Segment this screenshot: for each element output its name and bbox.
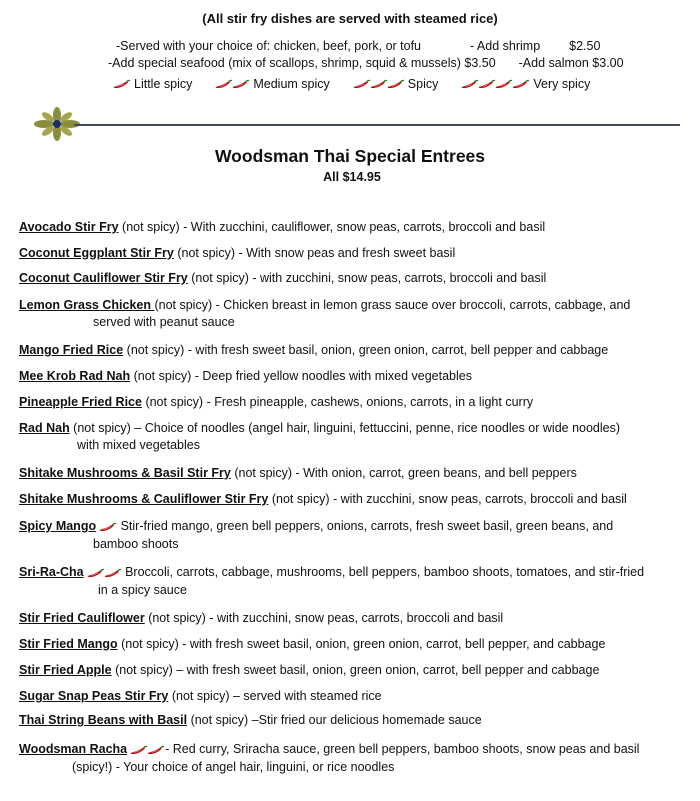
- menu-item: [19, 368, 689, 385]
- menu-item-description: (not spicy) – Choice of noodles (angel hair, linguini, fettuccini, penne, rice noodles or wide noodles): [69, 421, 621, 435]
- protein-options-line: [116, 39, 600, 53]
- menu-item-description: (not spicy) - With onion, carrot, green beans, and bell peppers: [230, 466, 577, 480]
- add-seafood: -Add special seafood (mix of scallops, shrimp, squid & mussels) $3.50: [108, 56, 496, 70]
- menu-item: [19, 394, 689, 411]
- menu-item: [19, 420, 689, 454]
- menu-item-name: Sugar Snap Peas Stir Fry: [19, 689, 169, 703]
- spice-level-3: [352, 77, 439, 91]
- menu-item-name: Woodsman Racha: [19, 742, 128, 756]
- menu-item-description: - Red curry, Sriracha sauce, green bell peppers, bamboo shoots, snow peas and basil: [165, 742, 640, 756]
- divider-line: [74, 124, 680, 126]
- menu-item: [19, 636, 689, 653]
- menu-item-description: (not spicy) - with fresh sweet basil, onion, green onion, carrot, bell pepper, and cabbage: [117, 637, 606, 651]
- menu-item: [19, 270, 689, 287]
- spice-level-2: [214, 77, 329, 91]
- menu-item-description: (not spicy) - Chicken breast in lemon grass sauce over broccoli, carrots, cabbage, and: [154, 298, 631, 312]
- menu-item: [19, 688, 689, 705]
- menu-item-name: Shitake Mushrooms & Cauliflower Stir Fry: [19, 492, 269, 506]
- chili-pepper-icon: [112, 79, 131, 90]
- menu-item: [19, 518, 689, 553]
- menu-item-description: (not spicy) - Deep fried yellow noodles with mixed vegetables: [130, 369, 472, 383]
- menu-item-description: (not spicy) - Fresh pineapple, cashews, onions, carrots, in a light curry: [141, 395, 534, 409]
- menu-item-description-continued: (spicy!) - Your choice of angel hair, linguini, or rice noodles: [72, 760, 395, 774]
- section-divider: [34, 107, 680, 141]
- spice-level-label: Spicy: [407, 77, 439, 91]
- menu-item-name: Thai String Beans with Basil: [19, 713, 188, 727]
- menu-item-description-continued: bamboo shoots: [93, 537, 179, 551]
- menu-item: [19, 245, 689, 262]
- menu-item: [19, 219, 689, 236]
- spice-indicator: [98, 519, 115, 536]
- spice-level-4: [460, 77, 590, 91]
- menu-item: [19, 297, 689, 331]
- menu-item-name: Lemon Grass Chicken: [19, 298, 155, 312]
- menu-item-description: (not spicy) –Stir fried our delicious homemade sauce: [187, 713, 482, 727]
- menu-item: [19, 491, 689, 508]
- menu-item-name: Spicy Mango: [19, 519, 97, 533]
- menu-item-description: Stir-fried mango, green bell peppers, onions, carrots, fresh sweet basil, green beans, and: [117, 519, 614, 533]
- menu-item-description-continued: with mixed vegetables: [77, 438, 200, 452]
- add-shrimp-label: - Add shrimp: [469, 39, 541, 53]
- chili-pepper-icon: [98, 522, 117, 533]
- menu-item-description: (not spicy) - with zucchini, snow peas, carrots, broccoli and basil: [187, 271, 547, 285]
- menu-item: [19, 662, 689, 679]
- menu-item-description: (not spicy) – served with steamed rice: [168, 689, 382, 703]
- menu-item-name: Mee Krob Rad Nah: [19, 369, 131, 383]
- menu-item-name: Pineapple Fried Rice: [19, 395, 142, 409]
- chili-pepper-icon: [146, 745, 165, 756]
- spice-level-label: Little spicy: [134, 77, 193, 91]
- menu-item: [19, 564, 689, 599]
- menu-item-description: (not spicy) - with zucchini, snow peas, carrots, broccoli and basil: [144, 611, 504, 625]
- spice-indicator: [129, 742, 163, 759]
- menu-item-description: (not spicy) - with zucchini, snow peas, carrots, broccoli and basil: [268, 492, 627, 506]
- menu-item: [19, 741, 689, 776]
- spice-level-1: [112, 77, 192, 91]
- menu-item-name: Sri-Ra-Cha: [19, 565, 84, 579]
- menu-item-description-continued: in a spicy sauce: [98, 583, 187, 597]
- menu-item-name: Shitake Mushrooms & Basil Stir Fry: [19, 466, 231, 480]
- menu-item-description: (not spicy) - With zucchini, cauliflower, snow peas, carrots, broccoli and basil: [118, 220, 546, 234]
- spice-legend: [112, 77, 612, 91]
- menu-item-name: Stir Fried Apple: [19, 663, 112, 677]
- spice-indicator: [86, 565, 120, 582]
- spice-level-label: Very spicy: [533, 77, 591, 91]
- chili-pepper-icon: [103, 568, 122, 579]
- menu-item-name: Avocado Stir Fry: [19, 220, 119, 234]
- menu-item-description: Broccoli, carrots, cabbage, mushrooms, bell peppers, bamboo shoots, tomatoes, and stir-fried: [121, 565, 645, 579]
- menu-item-description: (not spicy) - with fresh sweet basil, onion, green onion, carrot, bell pepper and cabbage: [123, 343, 609, 357]
- menu-item-name: Coconut Cauliflower Stir Fry: [19, 271, 188, 285]
- menu-item: [19, 610, 689, 627]
- menu-item-name: Mango Fried Rice: [19, 343, 124, 357]
- menu-item-description: (not spicy) - With snow peas and fresh sweet basil: [173, 246, 456, 260]
- menu-item-name: Rad Nah: [19, 421, 70, 435]
- section-price: All $14.95: [323, 170, 381, 184]
- spice-level-label: Medium spicy: [253, 77, 330, 91]
- menu-item-name: Coconut Eggplant Stir Fry: [19, 246, 174, 260]
- menu-item-name: Stir Fried Cauliflower: [19, 611, 145, 625]
- menu-item-name: Stir Fried Mango: [19, 637, 118, 651]
- menu-item: [19, 342, 689, 359]
- protein-choices: -Served with your choice of: chicken, beef, pork, or tofu: [116, 39, 422, 53]
- section-title: Woodsman Thai Special Entrees: [214, 146, 486, 166]
- rice-note: (All stir fry dishes are served with steamed rice): [202, 11, 498, 26]
- seafood-options-line: [108, 56, 624, 70]
- chili-pepper-icon: [231, 79, 250, 90]
- chili-pepper-icon: [386, 79, 405, 90]
- menu-item-description-continued: served with peanut sauce: [93, 315, 235, 329]
- add-shrimp-price: $2.50: [569, 39, 601, 53]
- menu-item: [19, 465, 689, 482]
- chili-pepper-icon: [511, 79, 530, 90]
- menu-item: [19, 712, 689, 729]
- add-salmon: -Add salmon $3.00: [518, 56, 624, 70]
- menu-item-description: (not spicy) – with fresh sweet basil, onion, green onion, carrot, bell pepper and cabbage: [111, 663, 600, 677]
